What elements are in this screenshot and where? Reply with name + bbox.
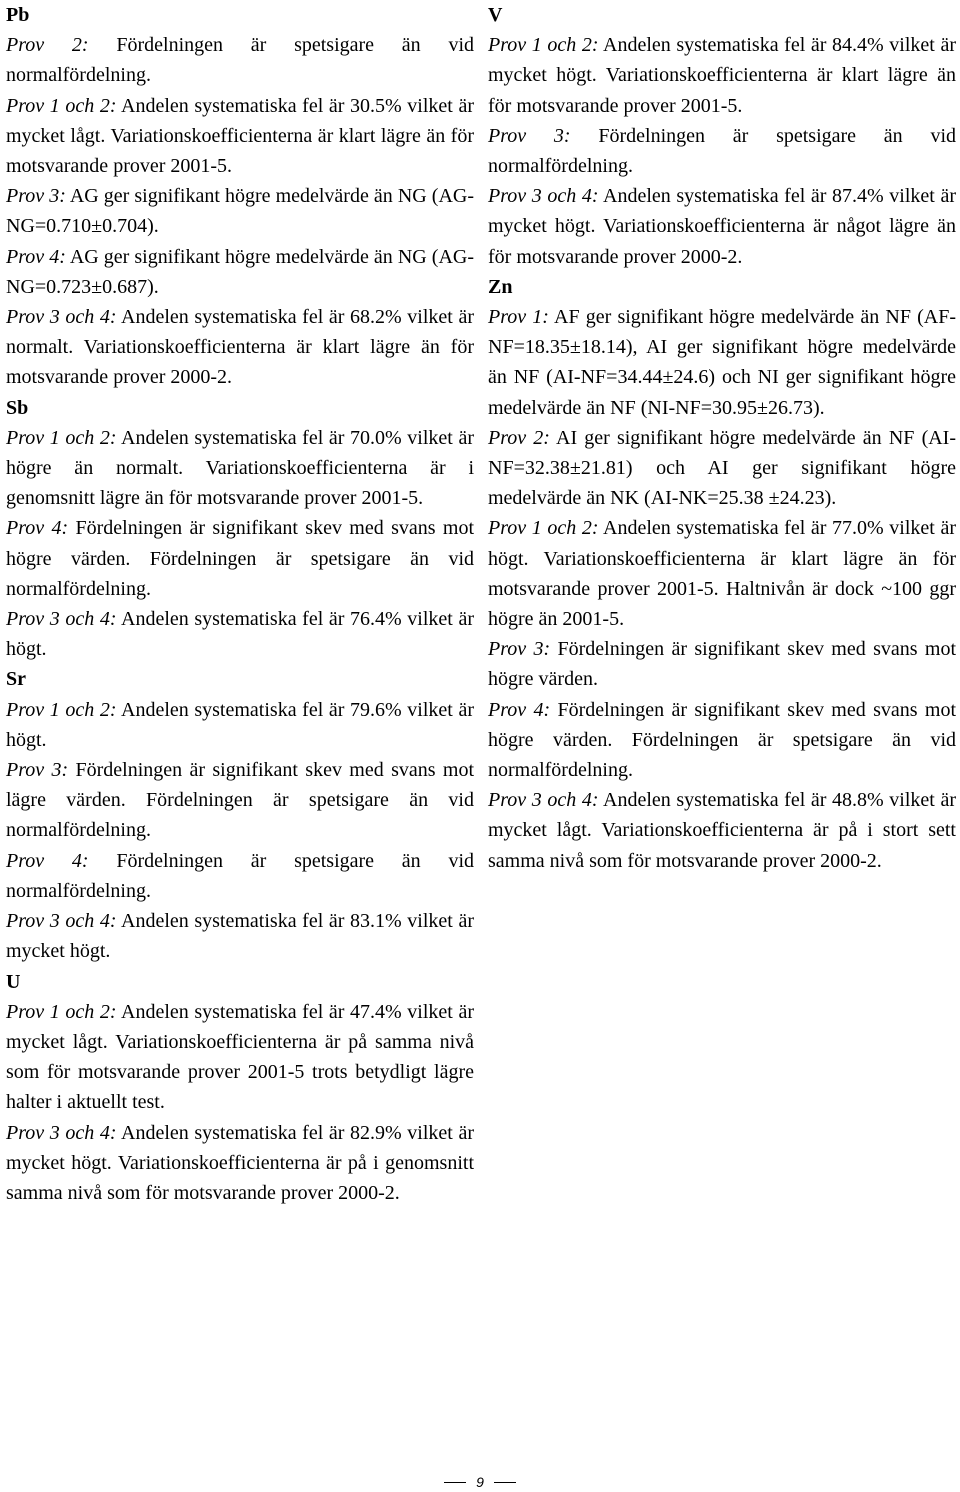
result-paragraph	[6, 302, 474, 393]
result-paragraph	[488, 121, 956, 181]
section-heading: V	[488, 4, 503, 26]
section-heading: Sb	[6, 396, 29, 419]
sample-label: Prov 1 och 2:	[488, 34, 599, 57]
section-heading: U	[6, 970, 21, 993]
right-column	[488, 0, 956, 876]
sample-label: Prov 3 och 4:	[488, 789, 599, 812]
sample-label: Prov 1:	[488, 306, 549, 329]
result-paragraph	[6, 242, 474, 302]
paragraph-text: Andelen systematiska fel är 70.0% vilket är högre än normalt. Variationskoefficienterna är i genomsnitt lägre än för motsvarande prover 2001-5.	[6, 426, 474, 510]
result-paragraph	[6, 604, 474, 664]
sample-label: Prov 4:	[6, 849, 89, 872]
paragraph-text: AI ger signifikant högre medelvärde än NF (AI-NF=32.38±21.81) och AI ger signifikant högre medelvärde än NK (AI-NK=25.38 ±24.23).	[488, 426, 956, 510]
sample-label: Prov 3 och 4:	[6, 910, 117, 933]
result-paragraph	[488, 30, 956, 121]
paragraph-text: Andelen systematiska fel är 47.4% vilket är mycket lågt. Variationskoefficienterna är på samma nivå som för motsvarande prover 2001-5 trots betydligt lägre halter i aktuellt test.	[6, 1000, 474, 1114]
result-paragraph	[6, 755, 474, 846]
sample-label: Prov 1 och 2:	[6, 94, 117, 117]
left-column	[6, 0, 474, 1208]
sample-label: Prov 1 och 2:	[6, 698, 117, 721]
sample-label: Prov 3:	[6, 185, 66, 208]
paragraph-text: Andelen systematiska fel är 82.9% vilket är mycket högt. Variationskoefficienterna är på i genomsnitt samma nivå som för motsvarande prover 2000-2.	[6, 1121, 474, 1204]
result-paragraph	[488, 181, 956, 272]
sample-label: Prov 4:	[488, 698, 551, 721]
paragraph-text: Andelen systematiska fel är 30.5% vilket är mycket lågt. Variationskoefficienterna är klart lägre än för motsvarande prover 2001-5.	[6, 94, 474, 178]
section-heading: Pb	[6, 4, 30, 26]
result-paragraph	[488, 302, 956, 423]
footer-rule-right	[494, 1482, 516, 1483]
paragraph-text: Fördelningen är spetsigare än vid normalfördelning.	[6, 34, 475, 87]
result-paragraph	[6, 181, 474, 241]
sample-label: Prov 1 och 2:	[6, 426, 117, 449]
paragraph-text: Andelen systematiska fel är 79.6% vilket är högt.	[6, 698, 474, 751]
sample-label: Prov 3 och 4:	[6, 608, 117, 631]
sample-label: Prov 4:	[6, 517, 69, 540]
sample-label: Prov 4:	[6, 245, 66, 268]
result-paragraph	[6, 846, 474, 906]
result-paragraph	[488, 513, 956, 634]
paragraph-text: Fördelningen är signifikant skev med svans mot högre värden. Fördelningen är spetsigare än vid normalfördelning.	[6, 517, 475, 600]
paragraph-text: AG ger signifikant högre medelvärde än NG (AG-NG=0.710±0.704).	[6, 185, 475, 238]
paragraph-text: Andelen systematiska fel är 77.0% vilket är högt. Variationskoefficienterna är klart lägre än för motsvarande prover 2001-5. Haltnivån är dock ~100 ggr högre än 2001-5.	[488, 517, 956, 631]
paragraph-text: AG ger signifikant högre medelvärde än NG (AG-NG=0.723±0.687).	[6, 245, 475, 298]
paragraph-text: Andelen systematiska fel är 84.4% vilket är mycket högt. Variationskoefficienterna är klart lägre än för motsvarande prover 2001-5.	[488, 34, 956, 117]
paragraph-text: Andelen systematiska fel är 76.4% vilket är högt.	[6, 608, 474, 661]
page-footer	[0, 1472, 960, 1492]
paragraph-text: Fördelningen är signifikant skev med svans mot lägre värden. Fördelningen är spetsigare än vid normalfördelning.	[6, 759, 475, 842]
section-heading: Sr	[6, 668, 26, 691]
paragraph-text: AF ger signifikant högre medelvärde än NF (AF-NF=18.35±18.14), AI ger signifikant högre medelvärde än NF (AI-NF=34.44±24.6) och NI ger signifikant högre medelvärde än NF (NI-NF=30.95±26.73).	[488, 306, 956, 419]
page-number: 9	[476, 1474, 484, 1490]
result-paragraph	[488, 634, 956, 694]
result-paragraph	[488, 423, 956, 514]
result-paragraph	[6, 513, 474, 604]
sample-label: Prov 2:	[6, 34, 89, 57]
paragraph-text: Andelen systematiska fel är 83.1% vilket är mycket högt.	[6, 910, 474, 963]
sample-label: Prov 1 och 2:	[6, 1000, 117, 1023]
section-heading: Zn	[488, 275, 513, 298]
paragraph-text: Fördelningen är signifikant skev med svans mot högre värden. Fördelningen är spetsigare än vid normalfördelning.	[488, 698, 957, 782]
result-paragraph	[6, 423, 474, 514]
sample-label: Prov 1 och 2:	[488, 517, 599, 540]
paragraph-text: Andelen systematiska fel är 68.2% vilket är normalt. Variationskoefficienterna är klart lägre än för motsvarande prover 2000-2.	[6, 306, 474, 389]
result-paragraph	[6, 91, 474, 182]
sample-label: Prov 3:	[6, 759, 69, 782]
footer-rule-left	[444, 1482, 466, 1483]
sample-label: Prov 3:	[488, 124, 571, 147]
sample-label: Prov 3 och 4:	[6, 306, 117, 329]
result-paragraph	[488, 695, 956, 786]
sample-label: Prov 3 och 4:	[488, 185, 599, 208]
result-paragraph	[6, 997, 474, 1118]
paragraph-text: Fördelningen är spetsigare än vid normalfördelning.	[6, 849, 475, 902]
result-paragraph	[6, 906, 474, 966]
paragraph-text: Andelen systematiska fel är 48.8% vilket är mycket lågt. Variationskoefficienterna är på i stort sett samma nivå som för motsvarande prover 2000-2.	[488, 789, 956, 872]
paragraph-text: Fördelningen är signifikant skev med svans mot högre värden.	[488, 638, 957, 691]
sample-label: Prov 3 och 4:	[6, 1121, 117, 1144]
result-paragraph	[6, 30, 474, 90]
result-paragraph	[488, 785, 956, 876]
result-paragraph	[6, 1118, 474, 1209]
sample-label: Prov 2:	[488, 426, 550, 449]
paragraph-text: Andelen systematiska fel är 87.4% vilket är mycket högt. Variationskoefficienterna är något lägre än för motsvarande prover 2000-2.	[488, 185, 956, 268]
result-paragraph	[6, 695, 474, 755]
sample-label: Prov 3:	[488, 638, 551, 661]
paragraph-text: Fördelningen är spetsigare än vid normalfördelning.	[488, 124, 957, 178]
